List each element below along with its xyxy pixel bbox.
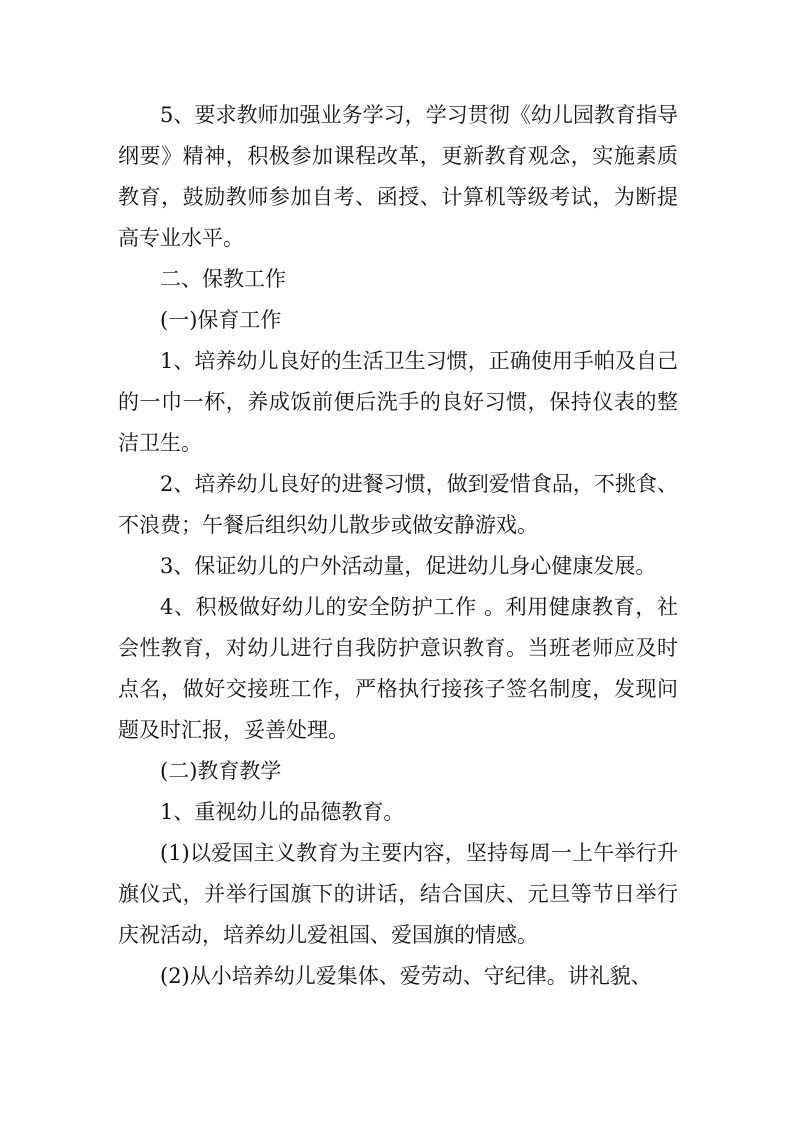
paragraph-safety-protection: 4、积极做好幼儿的安全防护工作 。利用健康教育，社会性教育，对幼儿进行自我防护意识教育。当班老师应及时点名，做好交接班工作，严格执行接孩子签名制度，发现问题及时汇报，妥善处理。 xyxy=(118,595,678,742)
paragraph-eating-habits: 2、培养幼儿良好的进餐习惯，做到爱惜食品，不挑食、不浪费；午餐后组织幼儿散步或做安静游戏。 xyxy=(118,472,678,537)
paragraph-collective-love: (2)从小培养幼儿爱集体、爱劳动、守纪律。讲礼貌、 xyxy=(160,964,652,988)
document-body xyxy=(118,95,678,997)
subsection-heading-teaching: (二)教育教学 xyxy=(160,759,282,783)
paragraph-outdoor-activity: 3、保证幼儿的户外活动量，促进幼儿身心健康发展。 xyxy=(160,554,657,578)
paragraph-hygiene-habits: 1、培养幼儿良好的生活卫生习惯，正确使用手帕及自己的一巾一杯，养成饭前便后洗手的良好习惯，保持仪表的整洁卫生。 xyxy=(118,349,678,455)
paragraph-patriotism: (1)以爱国主义教育为主要内容，坚持每周一上午举行升旗仪式，并举行国旗下的讲话，结合国庆、元旦等节日举行庆祝活动，培养幼儿爱祖国、爱国旗的情感。 xyxy=(118,841,678,947)
section-heading-care-education: 二、保教工作 xyxy=(160,267,286,291)
paragraph-teacher-study: 5、要求教师加强业务学习，学习贯彻《幼儿园教育指导纲要》精神，积极参加课程改革，更新教育观念，实施素质教育，鼓励教师参加自考、函授、计算机等级考试，为断提高专业水平。 xyxy=(118,103,678,250)
paragraph-moral-education: 1、重视幼儿的品德教育。 xyxy=(160,800,405,824)
subsection-heading-care-work: (一)保育工作 xyxy=(160,308,282,332)
